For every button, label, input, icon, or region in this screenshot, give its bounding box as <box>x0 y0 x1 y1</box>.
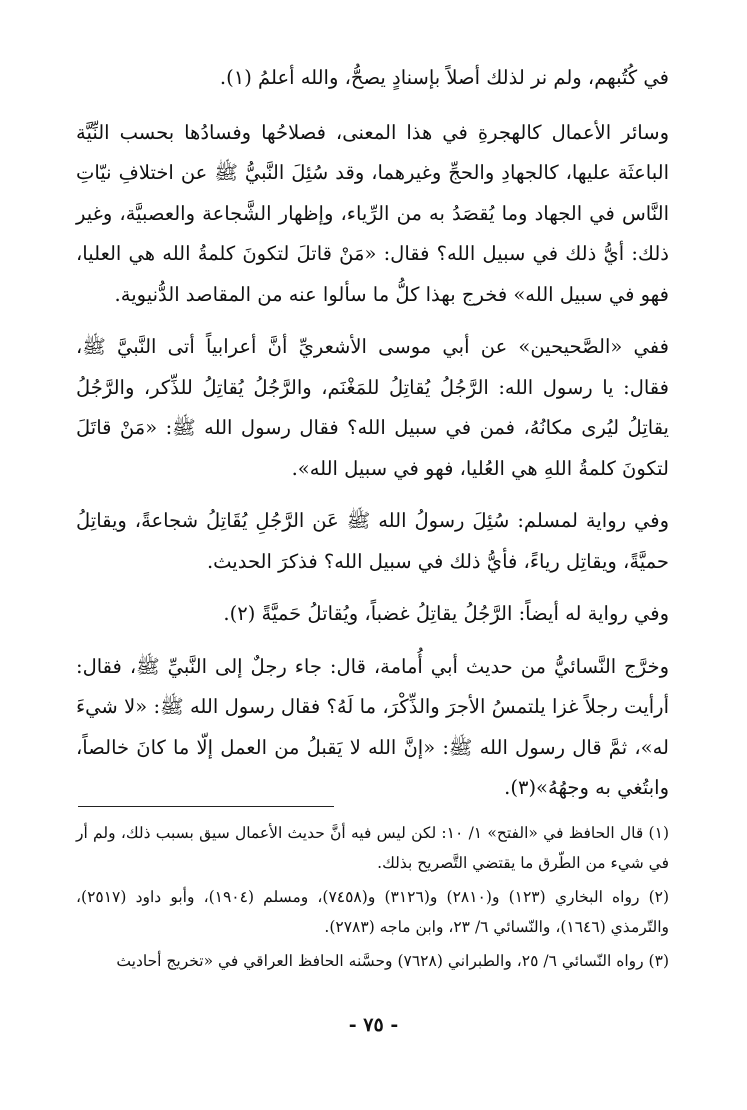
paragraph-6: وخرَّج النَّسائيُّ من حديث أبي أُمامة، قال: جاء رجلٌ إلى النَّبيِّ ﷺ، فقال: أرأيت رجلاً غزا يلتمسُ الأجرَ والذِّكْرَ، ما لَهُ؟ فقال رسول الله ﷺ: «لا شيءَ له»، ثمَّ قال رسول الله ﷺ: «إنَّ الله لا يَقبلُ من العمل إلّا ما كانَ خالصاً، وابتُغي به وجهُهُ»(٣). <box>76 654 669 799</box>
paragraph-4: وفي رواية لمسلم: سُئِلَ رسولُ الله ﷺ عَن الرَّجُلِ يُقَاتِلُ شجاعةً، ويقاتِلُ حميَّةً، ويقاتِل رياءً، فأيُّ ذلك في سبيل الله؟ فذكرَ الحديث. <box>76 509 669 573</box>
paragraph-2: وسائر الأعمال كالهجرةِ في هذا المعنى، فصلاحُها وفسادُها بحسب النِّيَّة الباعثَة عليها، كالجهادِ والحجِّ وغيرهما، وقد سُئِلَ النَّبيُّ ﷺ عن اختلافِ نيّاتِ النَّاس في الجهاد وما يُقصَدُ به من الرِّياء، وإظهار الشَّجاعة والعصبيَّة، وغير ذلك: أيُّ ذلك في سبيل الله؟ فقال: «مَنْ قاتلَ لتكونَ كلمةُ الله هي العليا، فهو في سبيل الله» فخرج بهذا كلُّ ما سألوا عنه من المقاصد الدُّنيوية. <box>76 120 669 306</box>
footnote-divider <box>78 806 334 807</box>
paragraph-5: وفي رواية له أيضاً: الرَّجُلُ يقاتِلُ غضباً، ويُقاتلُ حَميَّةً (٢). <box>223 602 669 625</box>
footnote-1: (١) قال الحافظ في «الفتح» ١/ ١٠: لكن ليس فيه أنَّ حديث الأعمال سيق بسبب ذلك، ولم أر في شيء من الطّرق ما يقتضي التَّصريح بذلك. <box>76 824 669 872</box>
page-number: - ٧٥ - <box>348 1014 399 1036</box>
footnotes <box>76 818 669 980</box>
footnote-2: (٢) رواه البخاري (١٢٣) و(٢٨١٠) و(٣١٢٦) و(٧٤٥٨)، ومسلم (١٩٠٤)، وأبو داود (٢٥١٧)، والتّرمذي (١٦٤٦)، والنّسائي ٦/ ٢٣، وابن ماجه (٢٧٨٣). <box>76 888 670 936</box>
paragraph-3: ففي «الصَّحيحين» عن أبي موسى الأشعريِّ أنَّ أعرابياً أتى النَّبيَّ ﷺ، فقال: يا رسول الله: الرَّجُلُ يُقاتِلُ للمَغْنَم، والرَّجُلُ يُقاتِلُ للذِّكر، والرَّجُلُ يقاتِلُ ليُرى مكانُهُ، فمن في سبيل الله؟ فقال رسول الله ﷺ: «مَنْ قاتَلَ لتكونَ كلمةُ اللهِ هي العُليا، فهو في سبيل الله». <box>76 335 669 480</box>
paragraph-1: في كُتُبهم، ولم نر لذلك أصلاً بإسنادٍ يصحُّ، والله أعلمُ (١). <box>219 66 669 89</box>
footnote-3: (٣) رواه النّسائي ٦/ ٢٥، والطبراني (٧٦٢٨) وحسَّنه الحافظ العراقي في «تخريج أحاديث <box>116 952 669 970</box>
main-text <box>76 58 669 821</box>
